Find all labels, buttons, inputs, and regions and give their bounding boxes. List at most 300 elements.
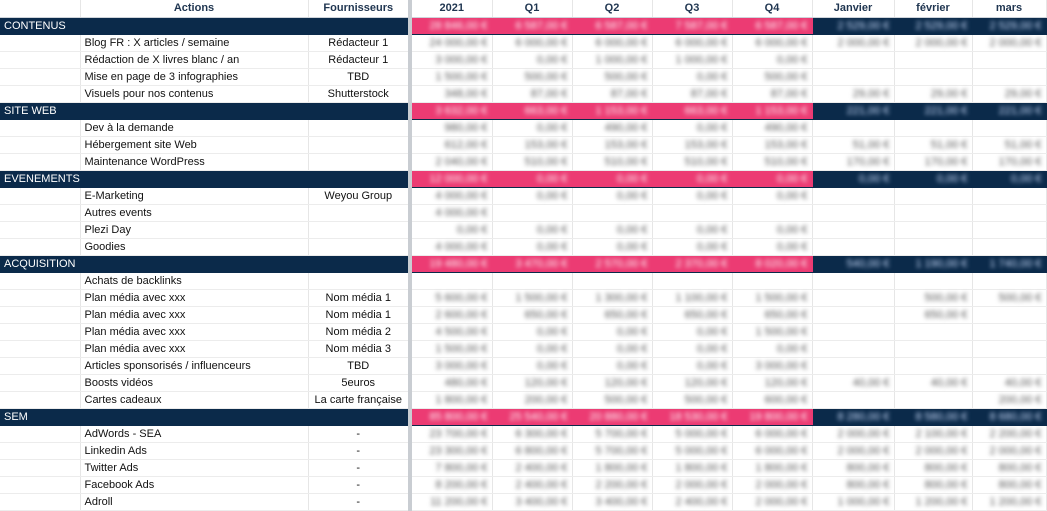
amount-cell[interactable] xyxy=(972,306,1046,323)
amount-cell[interactable] xyxy=(812,323,894,340)
amount-cell[interactable] xyxy=(732,442,812,459)
amount-cell[interactable] xyxy=(812,476,894,493)
row-gutter-cell[interactable] xyxy=(0,476,80,493)
header-cell-actions[interactable]: Actions xyxy=(80,0,308,17)
section-total-cell[interactable] xyxy=(410,170,492,187)
amount-cell[interactable] xyxy=(972,136,1046,153)
amount-cell[interactable] xyxy=(972,340,1046,357)
amount-cell[interactable] xyxy=(572,85,652,102)
amount-cell[interactable] xyxy=(972,221,1046,238)
section-title-cell[interactable]: SEM xyxy=(0,408,410,425)
amount-cell[interactable] xyxy=(972,391,1046,408)
amount-cell[interactable] xyxy=(732,459,812,476)
amount-cell[interactable] xyxy=(732,493,812,510)
action-cell[interactable]: Hébergement site Web xyxy=(80,136,308,153)
row-gutter-cell[interactable] xyxy=(0,374,80,391)
amount-cell[interactable] xyxy=(732,340,812,357)
amount-cell[interactable] xyxy=(410,119,492,136)
amount-cell[interactable] xyxy=(492,459,572,476)
section-total-cell[interactable] xyxy=(652,102,732,119)
amount-cell[interactable] xyxy=(812,442,894,459)
action-cell[interactable]: AdWords - SEA xyxy=(80,425,308,442)
supplier-cell[interactable]: Weyou Group xyxy=(308,187,410,204)
action-cell[interactable]: E-Marketing xyxy=(80,187,308,204)
action-cell[interactable]: Plan média avec xxx xyxy=(80,323,308,340)
supplier-cell[interactable]: Nom média 3 xyxy=(308,340,410,357)
amount-cell[interactable] xyxy=(492,34,572,51)
supplier-cell[interactable] xyxy=(308,221,410,238)
row-gutter-cell[interactable] xyxy=(0,493,80,510)
section-title-cell[interactable]: SITE WEB xyxy=(0,102,410,119)
amount-cell[interactable] xyxy=(812,340,894,357)
amount-cell[interactable] xyxy=(652,323,732,340)
amount-cell[interactable] xyxy=(652,357,732,374)
amount-cell[interactable] xyxy=(410,85,492,102)
supplier-cell[interactable] xyxy=(308,119,410,136)
section-title-cell[interactable]: ACQUISITION xyxy=(0,255,410,272)
amount-cell[interactable] xyxy=(410,340,492,357)
amount-cell[interactable] xyxy=(492,85,572,102)
section-total-cell[interactable] xyxy=(972,170,1046,187)
amount-cell[interactable] xyxy=(492,136,572,153)
amount-cell[interactable] xyxy=(652,459,732,476)
section-total-cell[interactable] xyxy=(492,255,572,272)
amount-cell[interactable] xyxy=(652,85,732,102)
amount-cell[interactable] xyxy=(410,68,492,85)
supplier-cell[interactable]: 5euros xyxy=(308,374,410,391)
amount-cell[interactable] xyxy=(812,136,894,153)
section-total-cell[interactable] xyxy=(894,408,972,425)
amount-cell[interactable] xyxy=(410,153,492,170)
section-total-cell[interactable] xyxy=(732,408,812,425)
amount-cell[interactable] xyxy=(652,306,732,323)
amount-cell[interactable] xyxy=(652,68,732,85)
supplier-cell[interactable] xyxy=(308,272,410,289)
amount-cell[interactable] xyxy=(894,34,972,51)
amount-cell[interactable] xyxy=(894,340,972,357)
header-cell-2021[interactable]: 2021 xyxy=(410,0,492,17)
amount-cell[interactable] xyxy=(572,136,652,153)
amount-cell[interactable] xyxy=(894,119,972,136)
amount-cell[interactable] xyxy=(972,119,1046,136)
row-gutter-cell[interactable] xyxy=(0,85,80,102)
supplier-cell[interactable]: La carte française xyxy=(308,391,410,408)
amount-cell[interactable] xyxy=(492,153,572,170)
amount-cell[interactable] xyxy=(972,459,1046,476)
section-total-cell[interactable] xyxy=(894,102,972,119)
amount-cell[interactable] xyxy=(894,85,972,102)
amount-cell[interactable] xyxy=(410,476,492,493)
supplier-cell[interactable]: Rédacteur 1 xyxy=(308,34,410,51)
amount-cell[interactable] xyxy=(492,68,572,85)
amount-cell[interactable] xyxy=(732,306,812,323)
section-total-cell[interactable] xyxy=(492,408,572,425)
amount-cell[interactable] xyxy=(652,425,732,442)
amount-cell[interactable] xyxy=(732,153,812,170)
amount-cell[interactable] xyxy=(572,187,652,204)
row-gutter-cell[interactable] xyxy=(0,221,80,238)
header-cell-q2[interactable]: Q2 xyxy=(572,0,652,17)
amount-cell[interactable] xyxy=(894,68,972,85)
amount-cell[interactable] xyxy=(732,204,812,221)
section-total-cell[interactable] xyxy=(410,255,492,272)
section-total-cell[interactable] xyxy=(972,17,1046,34)
action-cell[interactable]: Rédaction de X livres blanc / an xyxy=(80,51,308,68)
amount-cell[interactable] xyxy=(894,442,972,459)
supplier-cell[interactable]: - xyxy=(308,459,410,476)
amount-cell[interactable] xyxy=(732,289,812,306)
action-cell[interactable]: Mise en page de 3 infographies xyxy=(80,68,308,85)
amount-cell[interactable] xyxy=(572,459,652,476)
row-gutter-cell[interactable] xyxy=(0,153,80,170)
amount-cell[interactable] xyxy=(652,136,732,153)
amount-cell[interactable] xyxy=(812,68,894,85)
action-cell[interactable]: Plezi Day xyxy=(80,221,308,238)
amount-cell[interactable] xyxy=(410,493,492,510)
supplier-cell[interactable]: Nom média 2 xyxy=(308,323,410,340)
amount-cell[interactable] xyxy=(894,323,972,340)
section-total-cell[interactable] xyxy=(572,408,652,425)
amount-cell[interactable] xyxy=(572,51,652,68)
row-gutter-cell[interactable] xyxy=(0,204,80,221)
amount-cell[interactable] xyxy=(894,493,972,510)
amount-cell[interactable] xyxy=(410,323,492,340)
amount-cell[interactable] xyxy=(732,272,812,289)
amount-cell[interactable] xyxy=(572,306,652,323)
header-cell-janvier[interactable]: Janvier xyxy=(812,0,894,17)
amount-cell[interactable] xyxy=(894,187,972,204)
amount-cell[interactable] xyxy=(732,136,812,153)
supplier-cell[interactable]: Nom média 1 xyxy=(308,306,410,323)
amount-cell[interactable] xyxy=(812,51,894,68)
amount-cell[interactable] xyxy=(894,272,972,289)
action-cell[interactable]: Boosts vidéos xyxy=(80,374,308,391)
amount-cell[interactable] xyxy=(972,323,1046,340)
amount-cell[interactable] xyxy=(894,153,972,170)
section-total-cell[interactable] xyxy=(652,408,732,425)
amount-cell[interactable] xyxy=(972,68,1046,85)
amount-cell[interactable] xyxy=(410,34,492,51)
amount-cell[interactable] xyxy=(572,476,652,493)
row-gutter-cell[interactable] xyxy=(0,289,80,306)
action-cell[interactable]: Achats de backlinks xyxy=(80,272,308,289)
amount-cell[interactable] xyxy=(972,272,1046,289)
amount-cell[interactable] xyxy=(652,119,732,136)
amount-cell[interactable] xyxy=(410,221,492,238)
amount-cell[interactable] xyxy=(732,374,812,391)
amount-cell[interactable] xyxy=(812,357,894,374)
amount-cell[interactable] xyxy=(652,442,732,459)
supplier-cell[interactable]: Rédacteur 1 xyxy=(308,51,410,68)
amount-cell[interactable] xyxy=(812,153,894,170)
amount-cell[interactable] xyxy=(410,51,492,68)
amount-cell[interactable] xyxy=(812,187,894,204)
amount-cell[interactable] xyxy=(812,289,894,306)
supplier-cell[interactable]: Nom média 1 xyxy=(308,289,410,306)
amount-cell[interactable] xyxy=(732,221,812,238)
section-total-cell[interactable] xyxy=(572,255,652,272)
amount-cell[interactable] xyxy=(410,187,492,204)
supplier-cell[interactable]: - xyxy=(308,476,410,493)
section-total-cell[interactable] xyxy=(652,170,732,187)
amount-cell[interactable] xyxy=(492,119,572,136)
amount-cell[interactable] xyxy=(572,119,652,136)
amount-cell[interactable] xyxy=(572,340,652,357)
amount-cell[interactable] xyxy=(410,289,492,306)
amount-cell[interactable] xyxy=(812,85,894,102)
amount-cell[interactable] xyxy=(894,357,972,374)
row-gutter-cell[interactable] xyxy=(0,34,80,51)
section-total-cell[interactable] xyxy=(410,102,492,119)
amount-cell[interactable] xyxy=(572,289,652,306)
amount-cell[interactable] xyxy=(812,221,894,238)
amount-cell[interactable] xyxy=(972,51,1046,68)
action-cell[interactable]: Facebook Ads xyxy=(80,476,308,493)
amount-cell[interactable] xyxy=(652,476,732,493)
row-gutter-cell[interactable] xyxy=(0,187,80,204)
amount-cell[interactable] xyxy=(410,272,492,289)
amount-cell[interactable] xyxy=(732,119,812,136)
amount-cell[interactable] xyxy=(572,204,652,221)
amount-cell[interactable] xyxy=(652,221,732,238)
section-total-cell[interactable] xyxy=(410,17,492,34)
amount-cell[interactable] xyxy=(410,442,492,459)
section-total-cell[interactable] xyxy=(812,17,894,34)
amount-cell[interactable] xyxy=(972,425,1046,442)
amount-cell[interactable] xyxy=(732,68,812,85)
row-gutter-cell[interactable] xyxy=(0,306,80,323)
header-cell-q3[interactable]: Q3 xyxy=(652,0,732,17)
amount-cell[interactable] xyxy=(812,391,894,408)
supplier-cell[interactable]: - xyxy=(308,493,410,510)
section-total-cell[interactable] xyxy=(894,17,972,34)
amount-cell[interactable] xyxy=(972,374,1046,391)
action-cell[interactable]: Blog FR : X articles / semaine xyxy=(80,34,308,51)
amount-cell[interactable] xyxy=(812,493,894,510)
action-cell[interactable]: Maintenance WordPress xyxy=(80,153,308,170)
amount-cell[interactable] xyxy=(572,374,652,391)
section-total-cell[interactable] xyxy=(492,102,572,119)
amount-cell[interactable] xyxy=(652,238,732,255)
amount-cell[interactable] xyxy=(492,374,572,391)
amount-cell[interactable] xyxy=(652,187,732,204)
action-cell[interactable]: Adroll xyxy=(80,493,308,510)
section-total-cell[interactable] xyxy=(972,102,1046,119)
row-gutter-cell[interactable] xyxy=(0,442,80,459)
amount-cell[interactable] xyxy=(492,204,572,221)
amount-cell[interactable] xyxy=(572,153,652,170)
amount-cell[interactable] xyxy=(492,340,572,357)
amount-cell[interactable] xyxy=(812,204,894,221)
amount-cell[interactable] xyxy=(812,459,894,476)
amount-cell[interactable] xyxy=(492,51,572,68)
amount-cell[interactable] xyxy=(732,85,812,102)
amount-cell[interactable] xyxy=(972,204,1046,221)
supplier-cell[interactable]: - xyxy=(308,442,410,459)
amount-cell[interactable] xyxy=(492,476,572,493)
section-total-cell[interactable] xyxy=(410,408,492,425)
section-total-cell[interactable] xyxy=(572,102,652,119)
amount-cell[interactable] xyxy=(492,272,572,289)
amount-cell[interactable] xyxy=(652,204,732,221)
section-title-cell[interactable]: EVENEMENTS xyxy=(0,170,410,187)
amount-cell[interactable] xyxy=(410,391,492,408)
amount-cell[interactable] xyxy=(972,187,1046,204)
supplier-cell[interactable] xyxy=(308,204,410,221)
amount-cell[interactable] xyxy=(492,493,572,510)
amount-cell[interactable] xyxy=(410,459,492,476)
amount-cell[interactable] xyxy=(572,493,652,510)
amount-cell[interactable] xyxy=(410,374,492,391)
amount-cell[interactable] xyxy=(894,136,972,153)
row-gutter-cell[interactable] xyxy=(0,272,80,289)
amount-cell[interactable] xyxy=(732,187,812,204)
amount-cell[interactable] xyxy=(894,476,972,493)
section-total-cell[interactable] xyxy=(972,255,1046,272)
supplier-cell[interactable]: TBD xyxy=(308,68,410,85)
section-total-cell[interactable] xyxy=(572,170,652,187)
section-total-cell[interactable] xyxy=(652,17,732,34)
section-total-cell[interactable] xyxy=(812,102,894,119)
supplier-cell[interactable] xyxy=(308,238,410,255)
section-total-cell[interactable] xyxy=(572,17,652,34)
amount-cell[interactable] xyxy=(732,323,812,340)
amount-cell[interactable] xyxy=(812,272,894,289)
action-cell[interactable]: Linkedin Ads xyxy=(80,442,308,459)
amount-cell[interactable] xyxy=(972,476,1046,493)
amount-cell[interactable] xyxy=(812,119,894,136)
amount-cell[interactable] xyxy=(572,68,652,85)
row-gutter-cell[interactable] xyxy=(0,425,80,442)
amount-cell[interactable] xyxy=(652,374,732,391)
amount-cell[interactable] xyxy=(972,34,1046,51)
amount-cell[interactable] xyxy=(732,425,812,442)
action-cell[interactable]: Goodies xyxy=(80,238,308,255)
section-total-cell[interactable] xyxy=(894,255,972,272)
amount-cell[interactable] xyxy=(492,221,572,238)
amount-cell[interactable] xyxy=(894,51,972,68)
row-gutter-cell[interactable] xyxy=(0,238,80,255)
row-gutter-cell[interactable] xyxy=(0,323,80,340)
amount-cell[interactable] xyxy=(572,323,652,340)
action-cell[interactable]: Plan média avec xxx xyxy=(80,306,308,323)
row-gutter-cell[interactable] xyxy=(0,68,80,85)
action-cell[interactable]: Articles sponsorisés / influenceurs xyxy=(80,357,308,374)
amount-cell[interactable] xyxy=(732,357,812,374)
amount-cell[interactable] xyxy=(410,204,492,221)
supplier-cell[interactable] xyxy=(308,153,410,170)
amount-cell[interactable] xyxy=(972,442,1046,459)
action-cell[interactable]: Dev à la demande xyxy=(80,119,308,136)
row-gutter-cell[interactable] xyxy=(0,136,80,153)
amount-cell[interactable] xyxy=(732,51,812,68)
amount-cell[interactable] xyxy=(652,272,732,289)
section-total-cell[interactable] xyxy=(732,170,812,187)
amount-cell[interactable] xyxy=(732,391,812,408)
amount-cell[interactable] xyxy=(492,323,572,340)
amount-cell[interactable] xyxy=(812,425,894,442)
supplier-cell[interactable] xyxy=(308,136,410,153)
amount-cell[interactable] xyxy=(652,34,732,51)
row-gutter-cell[interactable] xyxy=(0,51,80,68)
amount-cell[interactable] xyxy=(732,34,812,51)
amount-cell[interactable] xyxy=(894,221,972,238)
amount-cell[interactable] xyxy=(410,425,492,442)
amount-cell[interactable] xyxy=(492,306,572,323)
amount-cell[interactable] xyxy=(652,493,732,510)
header-cell-q1[interactable]: Q1 xyxy=(492,0,572,17)
row-gutter-cell[interactable] xyxy=(0,459,80,476)
action-cell[interactable]: Visuels pour nos contenus xyxy=(80,85,308,102)
header-cell-mars[interactable]: mars xyxy=(972,0,1046,17)
section-total-cell[interactable] xyxy=(894,170,972,187)
amount-cell[interactable] xyxy=(492,391,572,408)
amount-cell[interactable] xyxy=(972,153,1046,170)
amount-cell[interactable] xyxy=(972,493,1046,510)
section-total-cell[interactable] xyxy=(652,255,732,272)
row-gutter-cell[interactable] xyxy=(0,357,80,374)
amount-cell[interactable] xyxy=(894,374,972,391)
action-cell[interactable]: Plan média avec xxx xyxy=(80,340,308,357)
amount-cell[interactable] xyxy=(972,289,1046,306)
amount-cell[interactable] xyxy=(572,357,652,374)
amount-cell[interactable] xyxy=(492,187,572,204)
amount-cell[interactable] xyxy=(652,51,732,68)
amount-cell[interactable] xyxy=(572,425,652,442)
amount-cell[interactable] xyxy=(894,459,972,476)
header-cell-blank[interactable] xyxy=(0,0,80,17)
amount-cell[interactable] xyxy=(572,34,652,51)
section-total-cell[interactable] xyxy=(732,255,812,272)
amount-cell[interactable] xyxy=(732,238,812,255)
section-total-cell[interactable] xyxy=(732,102,812,119)
amount-cell[interactable] xyxy=(572,221,652,238)
amount-cell[interactable] xyxy=(492,442,572,459)
section-total-cell[interactable] xyxy=(812,408,894,425)
header-cell-fevrier[interactable]: février xyxy=(894,0,972,17)
action-cell[interactable]: Autres events xyxy=(80,204,308,221)
amount-cell[interactable] xyxy=(894,306,972,323)
supplier-cell[interactable]: Shutterstock xyxy=(308,85,410,102)
amount-cell[interactable] xyxy=(812,238,894,255)
supplier-cell[interactable]: - xyxy=(308,425,410,442)
section-total-cell[interactable] xyxy=(972,408,1046,425)
amount-cell[interactable] xyxy=(894,425,972,442)
amount-cell[interactable] xyxy=(812,34,894,51)
amount-cell[interactable] xyxy=(732,476,812,493)
section-title-cell[interactable]: CONTENUS xyxy=(0,17,410,34)
action-cell[interactable]: Cartes cadeaux xyxy=(80,391,308,408)
row-gutter-cell[interactable] xyxy=(0,340,80,357)
amount-cell[interactable] xyxy=(572,238,652,255)
section-total-cell[interactable] xyxy=(812,255,894,272)
header-cell-q4[interactable]: Q4 xyxy=(732,0,812,17)
amount-cell[interactable] xyxy=(410,306,492,323)
amount-cell[interactable] xyxy=(572,391,652,408)
amount-cell[interactable] xyxy=(894,391,972,408)
amount-cell[interactable] xyxy=(972,357,1046,374)
amount-cell[interactable] xyxy=(894,204,972,221)
amount-cell[interactable] xyxy=(652,340,732,357)
section-total-cell[interactable] xyxy=(492,17,572,34)
amount-cell[interactable] xyxy=(410,238,492,255)
amount-cell[interactable] xyxy=(652,289,732,306)
amount-cell[interactable] xyxy=(972,238,1046,255)
amount-cell[interactable] xyxy=(572,442,652,459)
amount-cell[interactable] xyxy=(572,272,652,289)
amount-cell[interactable] xyxy=(652,391,732,408)
section-total-cell[interactable] xyxy=(732,17,812,34)
